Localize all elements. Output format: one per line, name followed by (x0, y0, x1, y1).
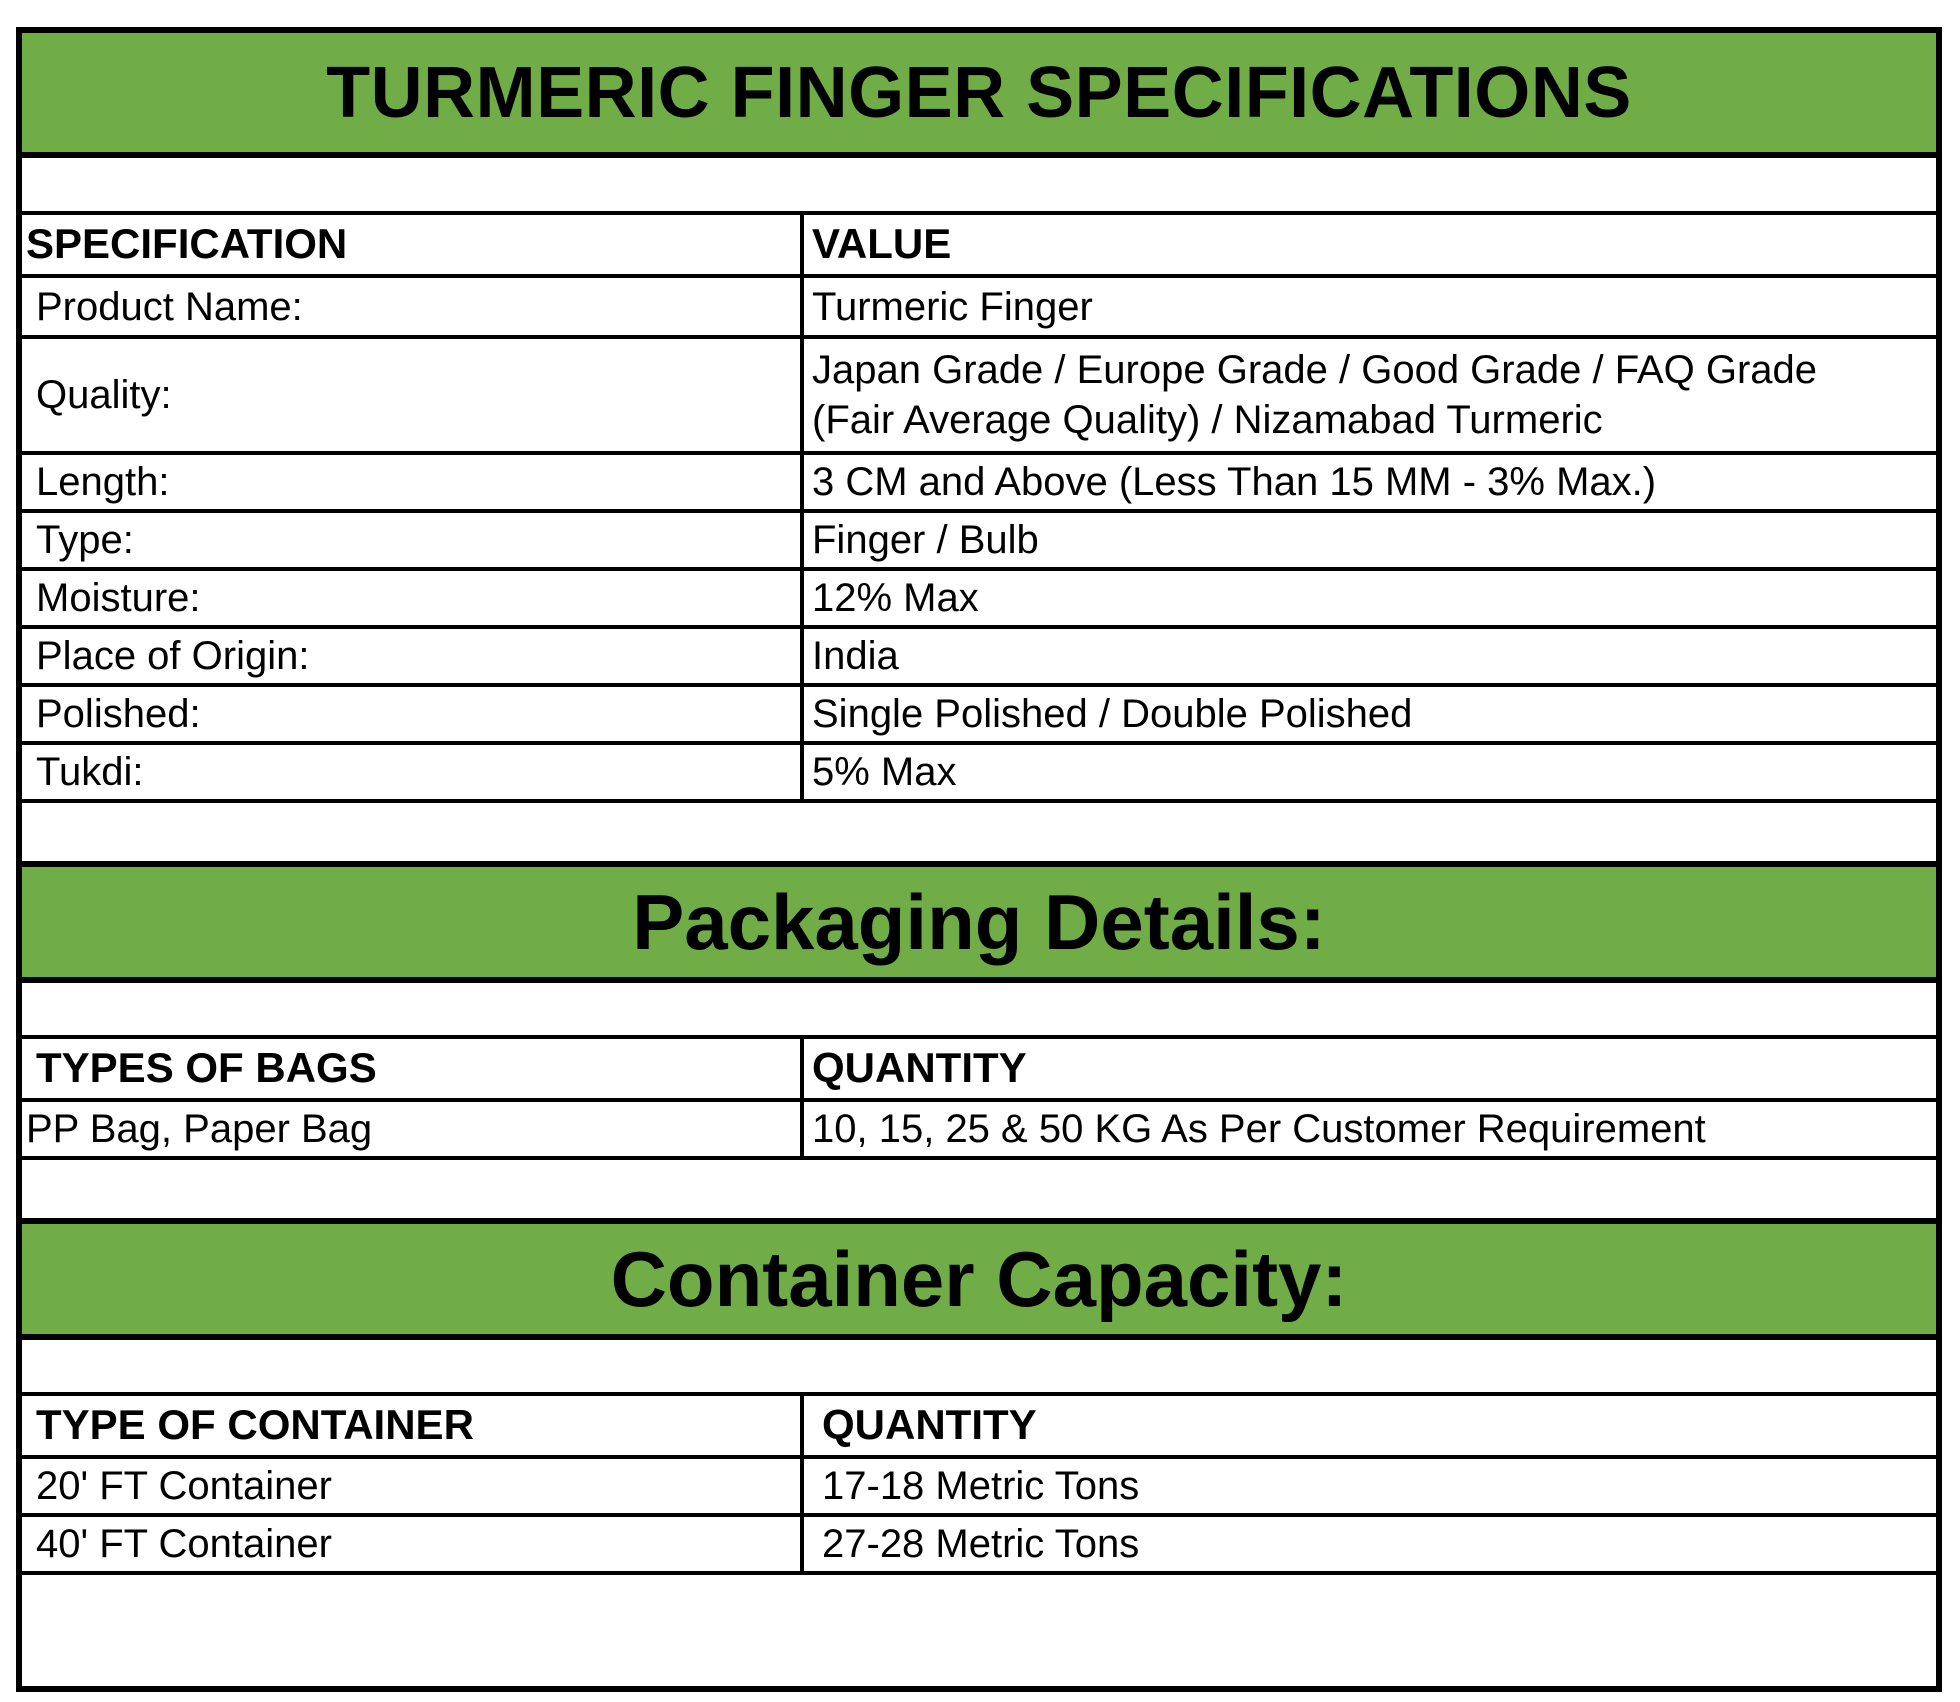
spacer-row (22, 1340, 1936, 1396)
spec-label: Product Name: (22, 278, 804, 335)
quantity-column-header: QUANTITY (822, 1401, 1037, 1449)
spec-value: Finger / Bulb (812, 518, 1039, 562)
spec-value: 5% Max (812, 750, 957, 794)
spec-value: Single Polished / Double Polished (812, 692, 1413, 736)
quantity-column-header: QUANTITY (812, 1044, 1027, 1092)
table-row (22, 629, 1936, 687)
packaging-section-title: Packaging Details: (22, 861, 1936, 983)
table-row (22, 571, 1936, 629)
container-quantity: 17-18 Metric Tons (822, 1464, 1140, 1508)
spec-table-header (22, 215, 1936, 278)
bag-type-column-header: TYPES OF BAGS (22, 1039, 804, 1098)
table-row (22, 339, 1936, 455)
bag-type: PP Bag, Paper Bag (22, 1102, 804, 1156)
table-row (22, 1517, 1936, 1575)
container-quantity: 27-28 Metric Tons (822, 1522, 1140, 1566)
container-type: 20' FT Container (22, 1459, 804, 1513)
spec-value-line: Japan Grade / Europe Grade / Good Grade / FAQ Grade (812, 348, 1817, 392)
spacer-row (22, 158, 1936, 215)
spec-column-header: SPECIFICATION (22, 215, 804, 274)
specification-sheet (16, 27, 1942, 1692)
table-row (22, 687, 1936, 745)
packaging-table-header (22, 1039, 1936, 1102)
spec-label: Polished: (22, 687, 804, 741)
spacer-row (22, 803, 1936, 861)
table-row (22, 1459, 1936, 1517)
spacer-row (22, 983, 1936, 1039)
spec-label: Moisture: (22, 571, 804, 625)
container-table-header (22, 1396, 1936, 1459)
spec-value (804, 339, 1936, 451)
spec-value: Turmeric Finger (812, 284, 1093, 329)
spec-label: Place of Origin: (22, 629, 804, 683)
spec-value: 12% Max (812, 576, 979, 620)
page-title: TURMERIC FINGER SPECIFICATIONS (22, 33, 1936, 158)
spec-label: Quality: (22, 339, 804, 451)
table-row (22, 278, 1936, 339)
container-section-title: Container Capacity: (22, 1218, 1936, 1340)
table-row (22, 1102, 1936, 1160)
spec-value: 3 CM and Above (Less Than 15 MM - 3% Max.) (812, 460, 1657, 504)
table-row (22, 455, 1936, 513)
container-type: 40' FT Container (22, 1517, 804, 1571)
spec-label: Type: (22, 513, 804, 567)
container-type-column-header: TYPE OF CONTAINER (22, 1396, 804, 1455)
spec-label: Length: (22, 455, 804, 509)
table-row (22, 745, 1936, 803)
spec-label: Tukdi: (22, 745, 804, 799)
spec-value-line: (Fair Average Quality) / Nizamabad Turmeric (812, 398, 1603, 442)
table-row (22, 513, 1936, 571)
value-column-header: VALUE (812, 220, 952, 268)
spec-value: India (812, 634, 899, 678)
spacer-row (22, 1160, 1936, 1218)
bag-quantity: 10, 15, 25 & 50 KG As Per Customer Requirement (812, 1107, 1706, 1151)
